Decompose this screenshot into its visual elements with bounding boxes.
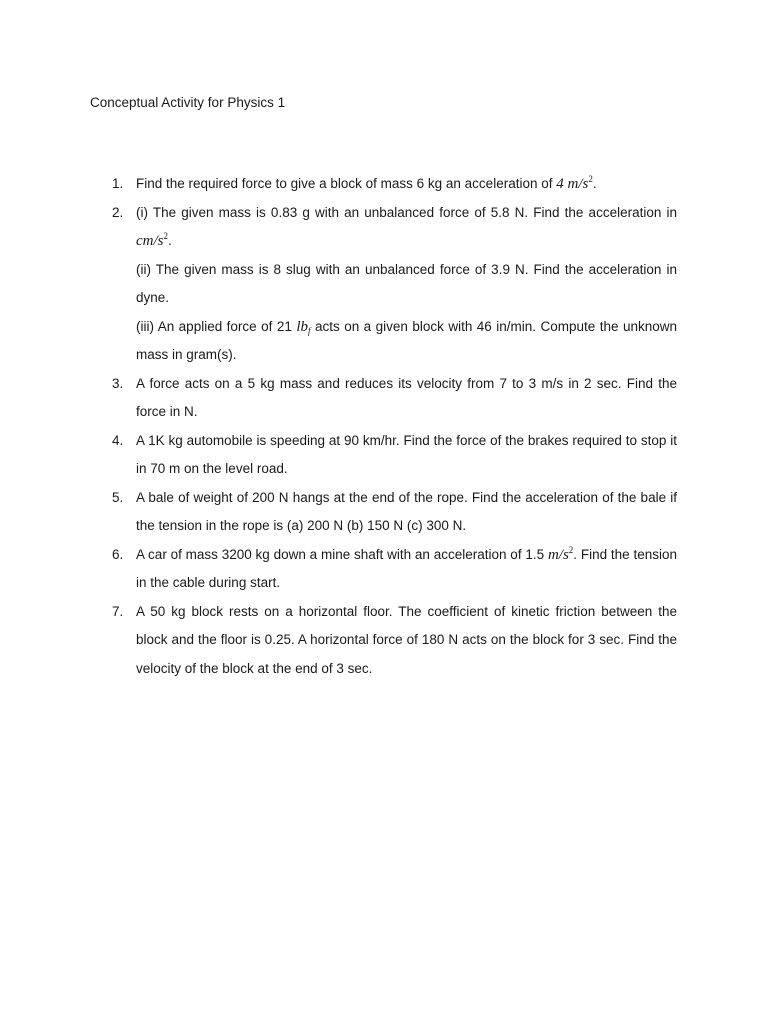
question-number: 7. xyxy=(112,603,124,619)
math-expression xyxy=(556,176,593,192)
question-part-i-text: (i) The given mass is 0.83 g with an unbalanced force of 5.8 N. Find the acceleration in xyxy=(136,204,677,220)
question-number: 2. xyxy=(112,204,124,220)
question-number: 1. xyxy=(112,176,124,191)
math-expression xyxy=(296,319,310,335)
question-1 xyxy=(112,170,677,199)
question-text: A bale of weight of 200 N hangs at the end of the rope. Find the acceleration of the bale if the tension in the rope is (a) 200 N (b) 150 N (c) 300 N. xyxy=(136,489,677,533)
math-base: cm/s xyxy=(136,233,164,249)
question-number: 6. xyxy=(112,546,124,562)
math-exponent: 2 xyxy=(588,174,593,184)
question-text-end: . xyxy=(168,233,172,248)
question-5 xyxy=(112,484,677,541)
question-list xyxy=(0,170,768,683)
question-text-end: acts on a given block with 46 in/min. Compute the unknown mass in gram(s). xyxy=(136,318,677,362)
question-2-part-ii xyxy=(136,256,677,313)
math-expression xyxy=(136,233,168,249)
question-text: A car of mass 3200 kg down a mine shaft with an acceleration of 1.5 xyxy=(136,546,548,562)
question-text: A 50 kg block rests on a horizontal floor. The coefficient of kinetic friction between the block and the floor is 0.25. A horizontal force of 180 N acts on the block for 3 sec. Find the velocity of the block at the end of 3 sec. xyxy=(136,603,677,676)
math-exponent: 2 xyxy=(163,231,168,241)
question-2-part-iii xyxy=(136,313,677,370)
question-part-iii-text: (iii) An applied force of 21 xyxy=(136,318,297,334)
question-text-end: . xyxy=(592,176,597,191)
math-exponent: 2 xyxy=(568,544,574,555)
question-4 xyxy=(112,427,677,484)
document-title: Conceptual Activity for Physics 1 xyxy=(90,95,286,110)
question-6 xyxy=(112,541,677,598)
question-number: 3. xyxy=(112,375,124,391)
question-text: Find the required force to give a block of mass 6 kg an acceleration of xyxy=(136,176,557,191)
question-text-end: . Find the tension in the cable during start. xyxy=(136,546,677,590)
question-number: 5. xyxy=(112,489,124,505)
question-part-ii-text: (ii) The given mass is 8 slug with an unbalanced force of 3.9 N. Find the acceleration in dyne. xyxy=(136,261,677,305)
question-text: A force acts on a 5 kg mass and reduces its velocity from 7 to 3 m/s in 2 sec. Find the force in N. xyxy=(136,375,677,419)
question-text: A 1K kg automobile is speeding at 90 km/hr. Find the force of the brakes required to stop it in 70 m on the level road. xyxy=(136,432,677,476)
math-base: m/s xyxy=(547,546,569,563)
question-7 xyxy=(112,598,677,684)
question-2 xyxy=(112,199,677,256)
question-3 xyxy=(112,370,677,427)
math-subscript: f xyxy=(308,325,311,336)
math-base: 4 m/s xyxy=(556,176,589,192)
math-base: lb xyxy=(296,318,308,335)
question-number: 4. xyxy=(112,432,124,448)
math-expression xyxy=(547,544,574,563)
